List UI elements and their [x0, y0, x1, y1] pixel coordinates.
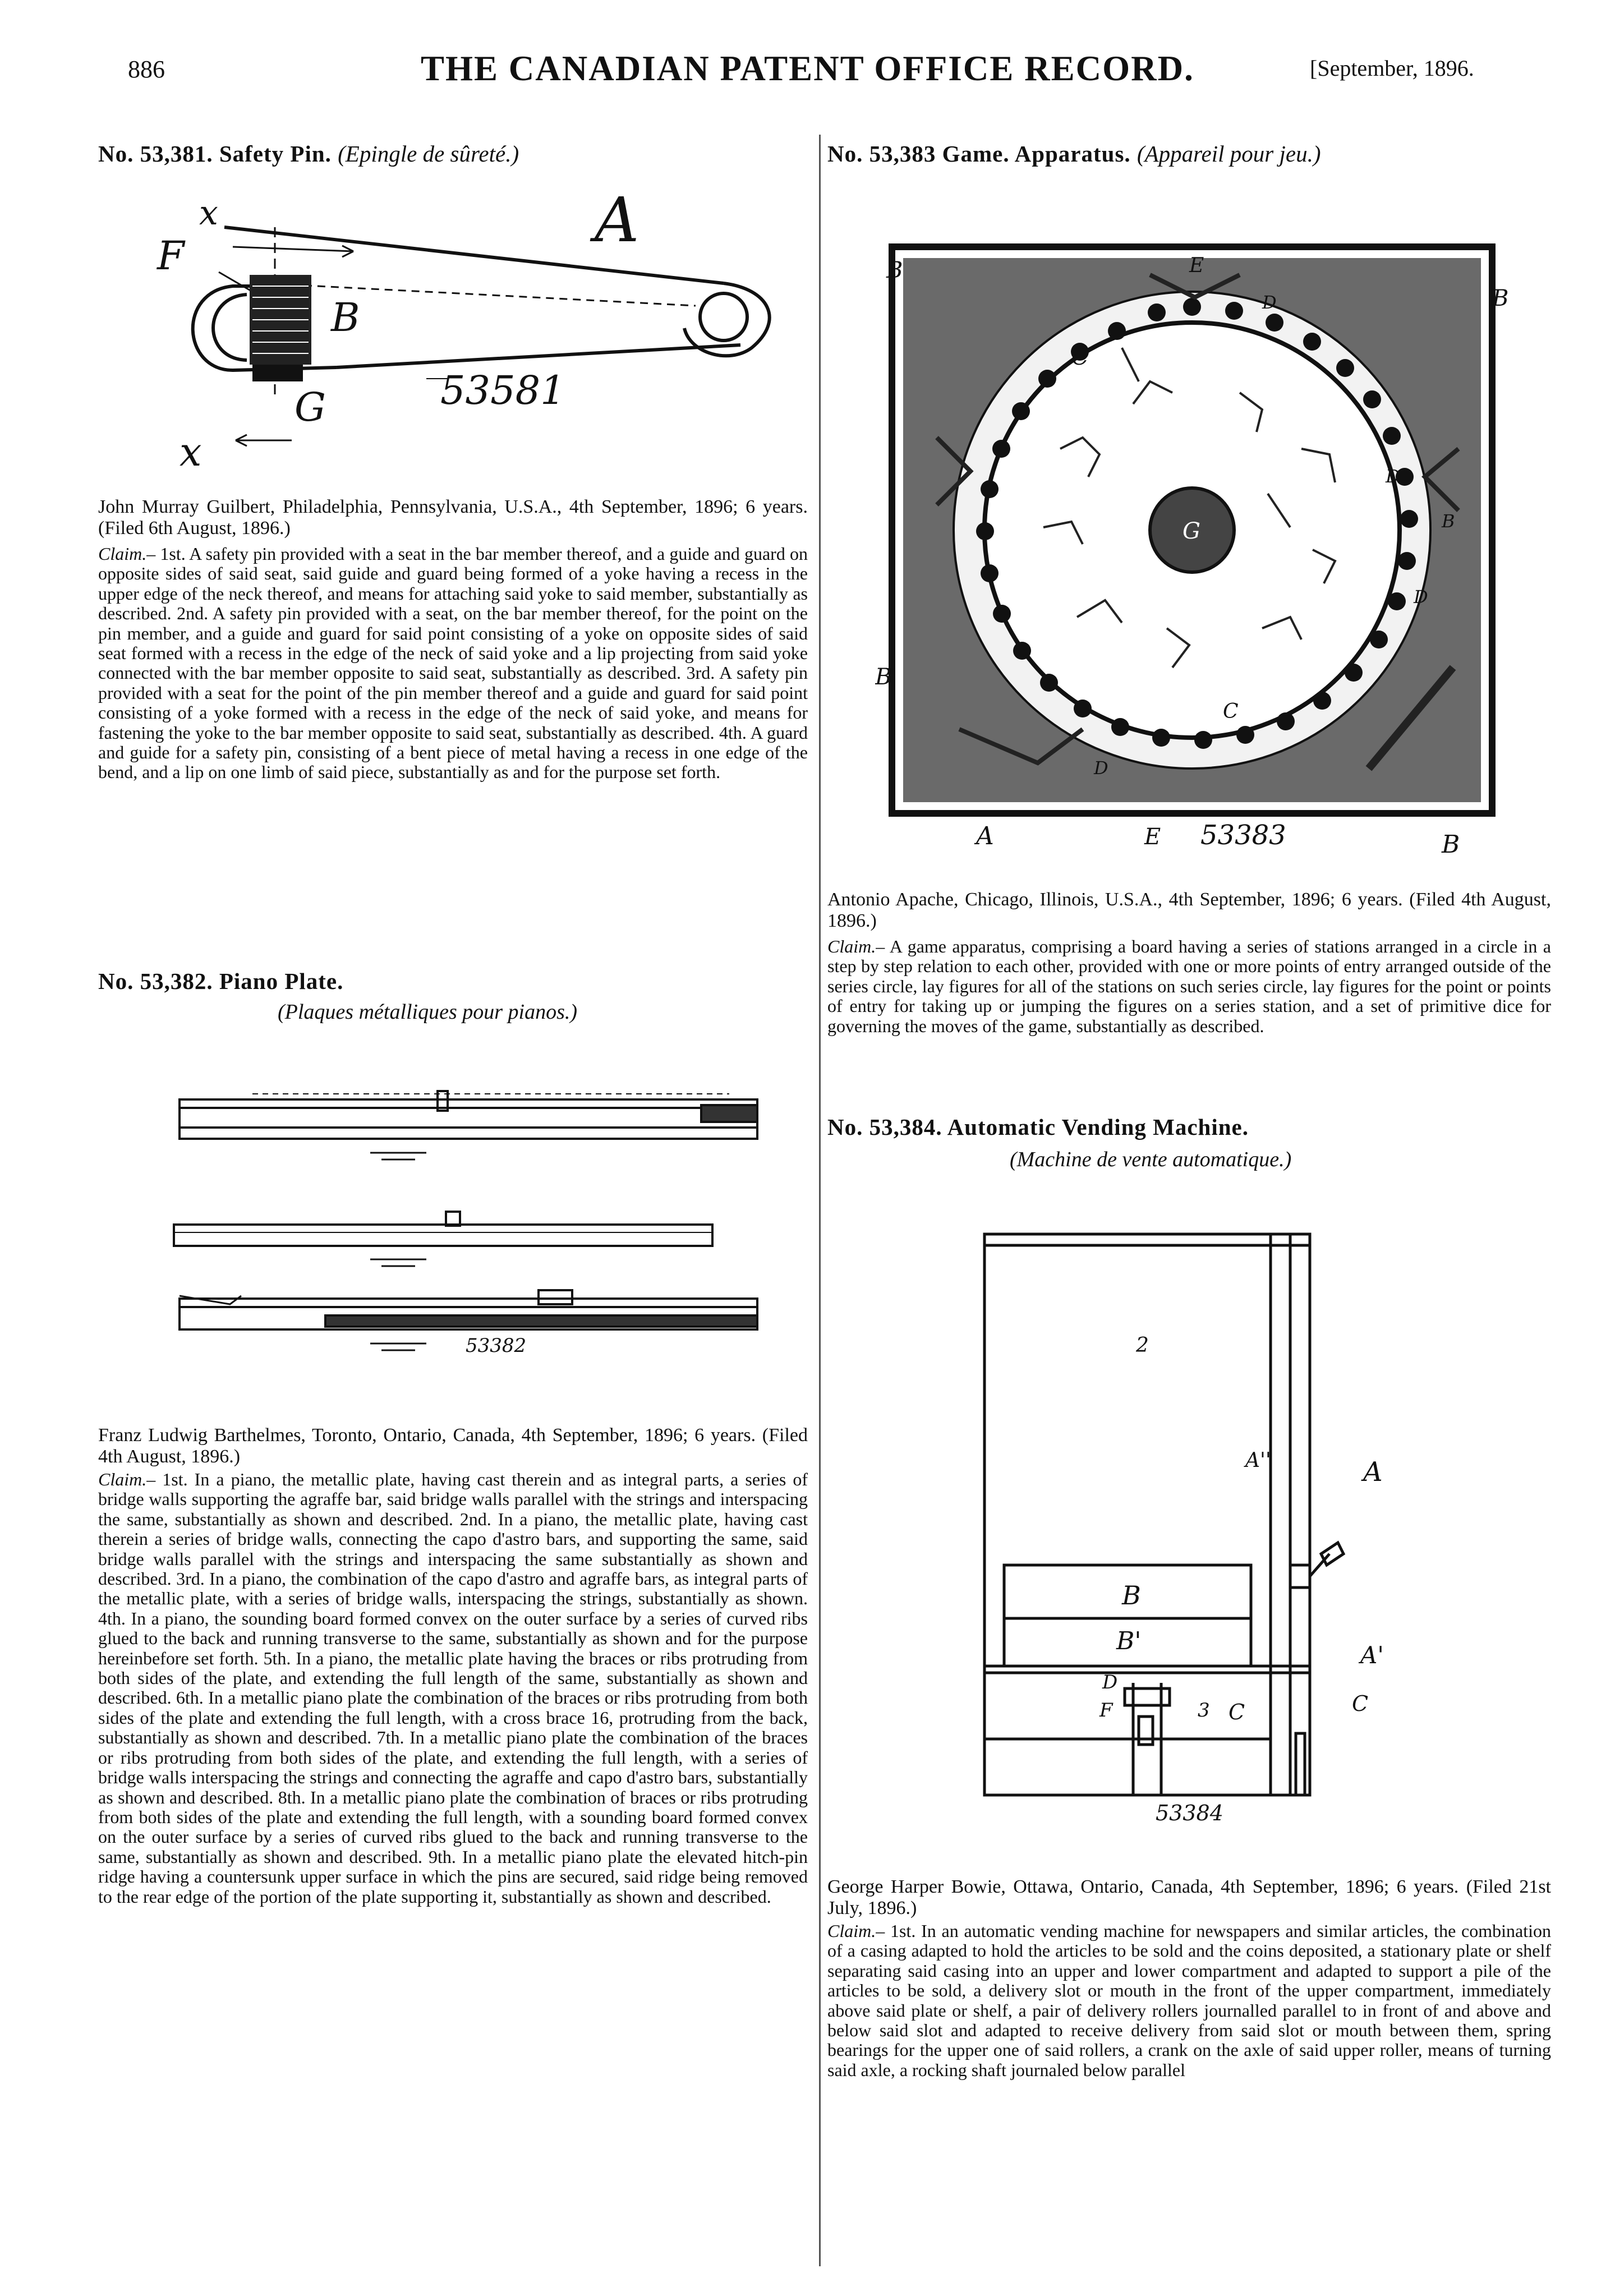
- vending-machine-label-c-right: C: [1352, 1691, 1369, 1716]
- game-board-drawing: [875, 236, 1531, 875]
- safety-pin-label-a: A: [595, 185, 639, 256]
- patent-53382-french-title: (Plaques métalliques pour pianos.): [278, 1000, 578, 1024]
- game-board-label-d-top: D: [1262, 292, 1277, 313]
- game-board-figure: [875, 236, 1531, 875]
- vending-machine-label-a-prime: A': [1360, 1641, 1384, 1669]
- patent-53382-inventor: Franz Ludwig Barthelmes, Toronto, Ontario, Canada, 4th September, 1896; 6 years. (Filed 4th August, 1896.): [98, 1425, 808, 1467]
- vending-machine-patent-number: 53384: [1156, 1801, 1223, 1825]
- patent-53384-claim: [827, 1921, 1551, 2080]
- game-board-label-g: G: [1183, 518, 1200, 544]
- patent-53382-claim-label: Claim.: [98, 1469, 147, 1489]
- safety-pin-label-b: B: [331, 295, 360, 341]
- vending-machine-label-a: A: [1363, 1456, 1383, 1488]
- patent-53381-heading: [98, 140, 519, 167]
- game-board-label-d-lower-right: D: [1414, 586, 1428, 608]
- game-board-patent-number: 53383: [1200, 820, 1286, 851]
- patent-53383-title: No. 53,383 Game. Apparatus.: [827, 141, 1131, 167]
- patent-53381-claim: [98, 544, 808, 783]
- patent-53383-claim-text: – A game apparatus, comprising a board having a series of stations arranged in a circle in a step by step relation to each other, provided with one or more points of entry arranged outside of the series circle, lay figures for all of the stations on such series circle, lay figures for the point or points of entry for taking up or jumping the figures on a series station, and a set of primitive dice for governing the moves of the game, substantially as described.: [827, 936, 1551, 1036]
- patent-53383-claim-label: Claim.: [827, 936, 876, 956]
- journal-title: THE CANADIAN PATENT OFFICE RECORD.: [421, 49, 1194, 88]
- vending-machine-label-d: D: [1102, 1671, 1118, 1694]
- patent-53382-claim-text: – 1st. In a piano, the metallic plate, having cast therein and as integral parts, a series of bridge walls supporting the agraffe bar, said bridge walls parallel with the strings and interspacing the same, substantially as shown and described. 2nd. In a piano, the metallic plate, having cast therein a series of bridge walls, connecting the capo d'astro bars, and supporting the same, said bridge walls parallel with the strings and interspacing the same substantially as shown and described. 3rd. In a piano, the combination of the capo d'astro and agraffe bars, as integral parts of the metallic plate, with a series of bridge walls, interspacing the strings, substantially as shown. 4th. In a piano, the sounding board formed convex on the outer surface by a series of curved ribs glued to the back and running transverse to the same, substantially as shown and for the purpose hereinbefore set forth. 5th. In a piano, the metallic plate having the braces or ribs protruding from both sides of the plate, and extending the full length of the same, substantially as shown and described. 6th. In a metallic piano plate the combination of the braces or ribs protruding from both sides of the plate and extending the full length, with a cross brace 16, protruding from the back, substantially as shown and described. 7th. In a metallic piano plate the combination of the braces or ribs protruding from both sides of the plate, and extending the full length, with a series of bridge walls interspacing the strings and connecting the agraffe and capo d'astro bars, substantially as shown and described. 8th. In a metallic piano plate the combination of braces or ribs protruding from both sides of the plate and extending the full length, with a sounding board formed convex on the outer surface by a series of curved ribs glued to the back and running transverse to the same, substantially as shown and described. 9th. In a metallic piano plate the elevated hitch-pin ridge having a countersunk upper surface in which the pins are secured, said ridge being removed to the rear edge of the portion of the plate supporting it, substantially as shown and described.: [98, 1469, 808, 1907]
- patent-53384-french-title: (Machine de vente automatique.): [1010, 1148, 1292, 1171]
- game-board-label-e-bottom: E: [1144, 824, 1161, 850]
- patent-53381-claim-text: – 1st. A safety pin provided with a seat in the bar member thereof, and a guide and guard on opposite sides of said seat, said guide and guard being formed of a yoke having a recess in the upper edge of the neck thereof, and means for attaching said yoke to said member, substantially as described. 2nd. A safety pin provided with a seat, on the bar member thereof, for the point on the pin member, and a guide and guard for said point consisting of a yoke on opposite sides of said seat formed with a recess in the edge of the neck of said yoke and a lip projecting from said yoke connected with the bar member opposite to said seat, substantially as described. 3rd. A safety pin provided with a seat for the point of the pin member thereof and a guide and guard for said point consisting of a yoke formed with a recess in the edge of the neck of said yoke, and means for fastening the yoke to the bar member opposite to said seat, substantially as described. 4th. A guard and guide for a safety pin, consisting of a bent piece of metal having a recess in one edge of the bend, and a lip on one limb of said piece, substantially as and for the purpose set forth.: [98, 544, 808, 783]
- patent-53384-claim-text: – 1st. In an automatic vending machine for newspapers and similar articles, the combination of a casing adapted to hold the articles to be sold and the coins deposited, a stationary plate or shelf separating said casing into an upper and lower compartment and adapted to support a pile of the articles to be sold, a delivery slot or mouth in the front of the upper compartment, immediately above said plate or shelf, a pair of delivery rollers journalled parallel to in front of and above and below said slot and adapted to receive delivery from said slot or mouth between them, spring bearings for the upper one of said rollers, a crank on the axle of said upper roller, means of turning said axle, a rocking shaft journaled below parallel: [827, 1921, 1551, 2080]
- page-number: 886: [128, 56, 165, 83]
- safety-pin-drawing: [135, 185, 808, 477]
- game-board-label-c-bottom: C: [1223, 700, 1239, 723]
- patent-53383-heading: [827, 140, 1320, 167]
- vending-machine-figure: [965, 1217, 1425, 1840]
- vending-machine-label-a-double: A'': [1245, 1449, 1271, 1472]
- safety-pin-figure: [135, 185, 808, 477]
- patent-53383-claim: [827, 937, 1551, 1036]
- game-board-label-b-right: B: [1442, 510, 1455, 532]
- patent-53384-inventor: George Harper Bowie, Ottawa, Ontario, Canada, 4th September, 1896; 6 years. (Filed 21st July, 1896.): [827, 1876, 1551, 1918]
- piano-plate-drawing: [168, 1074, 785, 1377]
- game-board-label-b-bottom: B: [1442, 830, 1460, 859]
- patent-53383-inventor: Antonio Apache, Chicago, Illinois, U.S.A., 4th September, 1896; 6 years. (Filed 4th August, 1896.): [827, 889, 1551, 931]
- game-board-label-d-bottom: D: [1094, 757, 1108, 779]
- patent-53383-french-title: (Appareil pour jeu.): [1137, 141, 1321, 167]
- column-divider: [819, 135, 821, 2266]
- safety-pin-label-g: G: [295, 384, 326, 430]
- vending-machine-label-b: B: [1122, 1580, 1141, 1611]
- patent-53381-claim-label: Claim.: [98, 544, 147, 564]
- patent-53384-claim-label: Claim.: [827, 1921, 876, 1941]
- vending-machine-label-c: C: [1228, 1700, 1245, 1724]
- vending-machine-label-f: F: [1099, 1699, 1113, 1722]
- game-board-label-b-top-right: B: [1492, 286, 1509, 311]
- game-board-label-c-top: C: [1071, 344, 1089, 370]
- piano-plate-patent-number: 53382: [466, 1335, 527, 1357]
- patent-53381-french-title: (Epingle de sûreté.): [338, 141, 519, 167]
- safety-pin-label-f: F: [157, 233, 185, 279]
- safety-pin-patent-number: 53581: [440, 367, 565, 413]
- game-board-label-d-right: D: [1386, 466, 1400, 487]
- patent-53382-title: No. 53,382. Piano Plate.: [98, 968, 344, 994]
- issue-date: [September, 1896.: [1310, 56, 1474, 81]
- safety-pin-label-x-bottom: x: [180, 429, 202, 475]
- vending-machine-label-b-prime: B': [1116, 1627, 1142, 1655]
- patent-53384-title: No. 53,384. Automatic Vending Machine.: [827, 1114, 1249, 1140]
- patent-53381-inventor: John Murray Guilbert, Philadelphia, Pennsylvania, U.S.A., 4th September, 1896; 6 years. (Filed 6th August, 1896.): [98, 496, 808, 539]
- game-board-label-a: A: [976, 822, 994, 850]
- patent-53382-claim: [98, 1470, 808, 1907]
- game-board-label-b-left: B: [875, 664, 892, 690]
- game-board-label-b-top-left: B: [886, 257, 903, 283]
- patent-53381-title: No. 53,381. Safety Pin.: [98, 141, 332, 167]
- vending-machine-label-2: 2: [1136, 1334, 1149, 1357]
- piano-plate-figure: [168, 1074, 785, 1377]
- vending-machine-drawing: [965, 1217, 1425, 1840]
- vending-machine-label-3: 3: [1198, 1699, 1210, 1722]
- safety-pin-label-x-top: x: [199, 194, 218, 233]
- game-board-label-e-top: E: [1189, 254, 1204, 277]
